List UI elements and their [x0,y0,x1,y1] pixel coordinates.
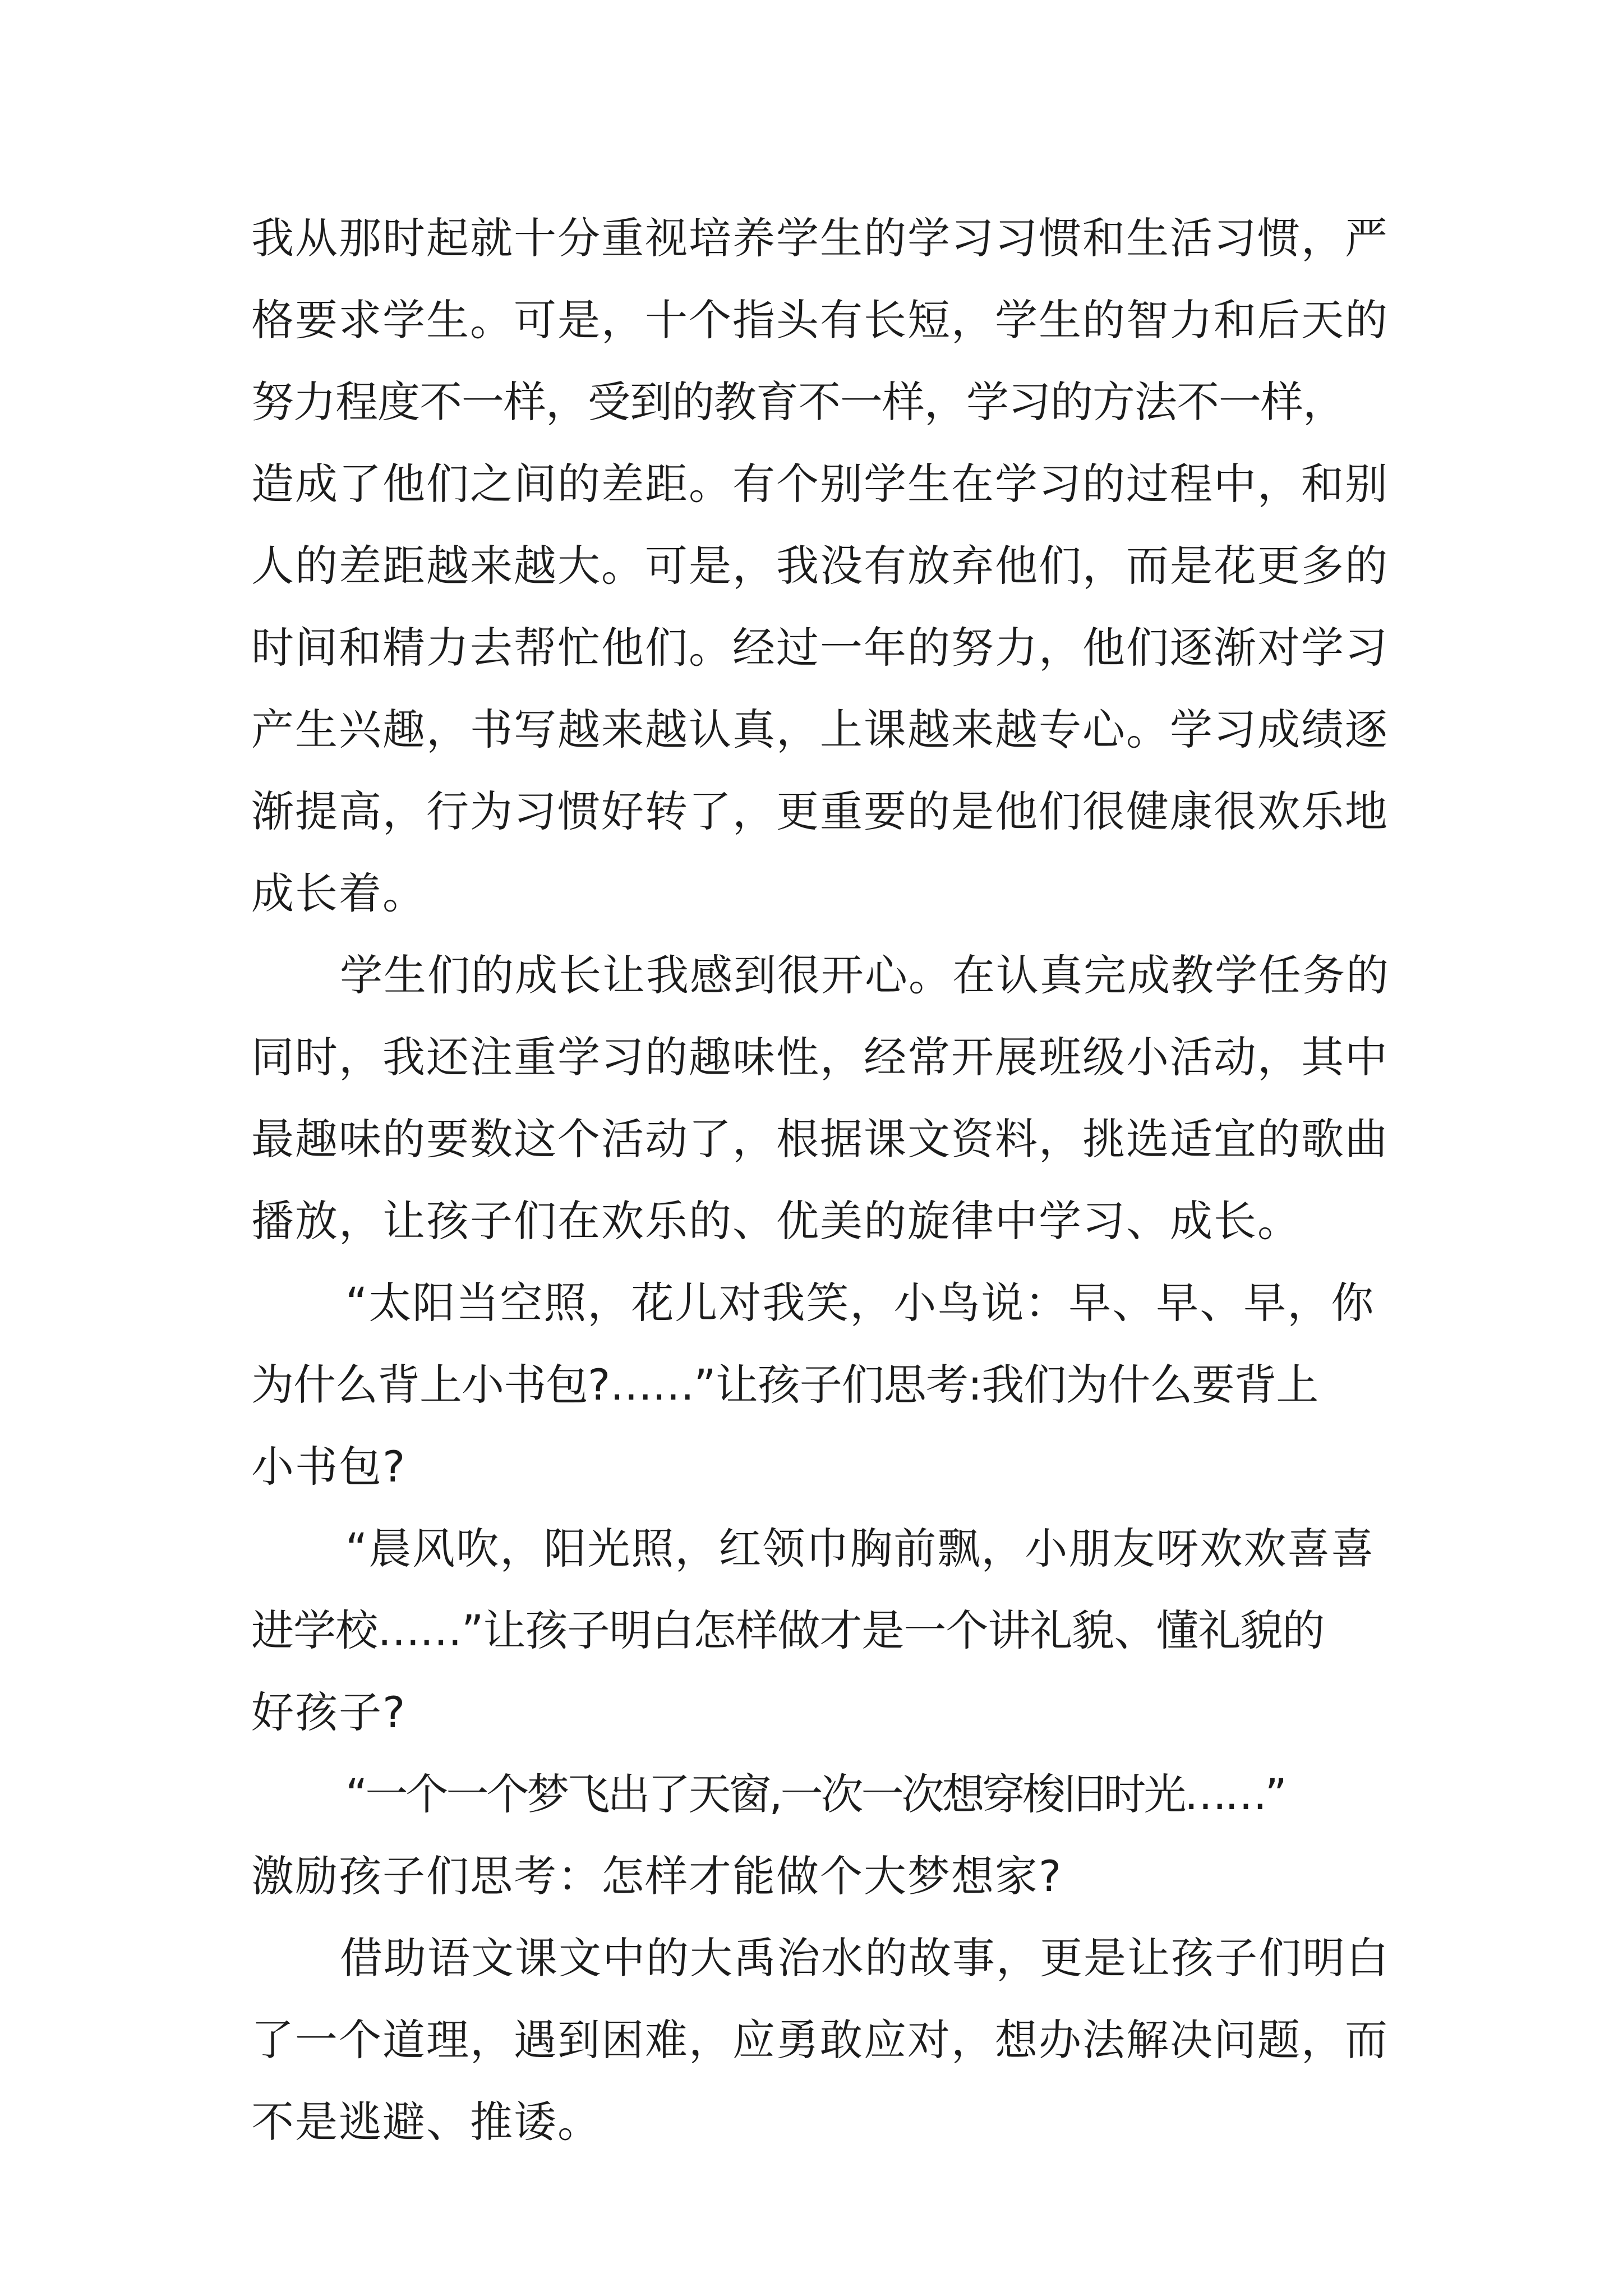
text-line: “晨风吹，阳光照，红领巾胸前飘，小朋友呀欢欢喜喜 [345,1524,1375,1573]
text-line: 为什么背上小书包?……”让孩子们思考:我们为什么要背上 [251,1360,1318,1410]
text-line: 不是逃避、推诿。 [251,2097,601,2147]
text-line: 努力程度不一样，受到的教育不一样，学习的方法不一样， [251,377,1345,427]
text-line: 小书包? [251,1442,407,1492]
body-text [251,197,1407,2163]
text-line: 成长着。 [251,868,426,918]
text-line: 进学校……”让孩子明白怎样做才是一个讲礼貌、懂礼貌的 [251,1605,1325,1655]
text-line: “太阳当空照，花儿对我笑，小鸟说：早、早、早，你 [345,1278,1375,1328]
text-line: 我从那时起就十分重视培养学生的学习习惯和生活习惯，严 [251,213,1389,263]
text-line: 学生们的成长让我感到很开心。在认真完成教学任务的 [340,950,1390,1000]
text-line: 了一个道理，遇到困难，应勇敢应对，想办法解决问题，而 [251,2015,1389,2065]
text-line: 人的差距越来越大。可是，我没有放弃他们，而是花更多的 [251,541,1389,591]
text-line: 格要求学生。可是，十个指头有长短，学生的智力和后天的 [251,295,1389,345]
text-line: 时间和精力去帮忙他们。经过一年的努力，他们逐渐对学习 [251,623,1389,673]
text-line: 好孩子? [251,1687,407,1737]
text-line: 产生兴趣，书写越来越认真，上课越来越专心。学习成绩逐 [251,705,1389,754]
text-line: 借助语文课文中的大禹治水的故事，更是让孩子们明白 [340,1933,1390,1983]
text-line: 播放，让孩子们在欢乐的、优美的旋律中学习、成长。 [251,1196,1301,1246]
text-line: 同时，我还注重学习的趣味性，经常开展班级小活动，其中 [251,1032,1389,1082]
text-line: 激励孩子们思考：怎样才能做个大梦想家? [251,1851,1063,1901]
text-line: 最趣味的要数这个活动了，根据课文资料，挑选适宜的歌曲 [251,1114,1389,1164]
text-line: “一个一个梦飞出了天窗,一次一次想穿梭旧时光……” [345,1769,1285,1819]
text-line: 造成了他们之间的差距。有个别学生在学习的过程中，和别 [251,459,1389,509]
text-line: 渐提高，行为习惯好转了，更重要的是他们很健康很欢乐地 [251,786,1389,836]
